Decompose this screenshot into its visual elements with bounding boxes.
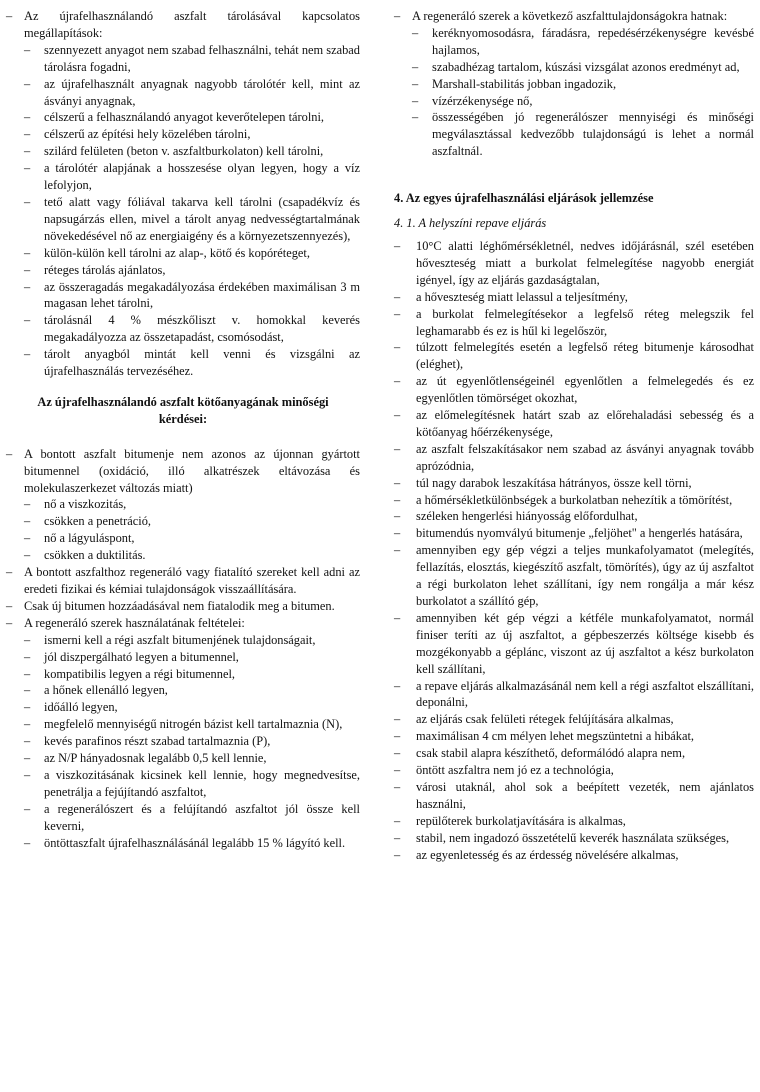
- list-item: – kompatibilis legyen a régi bitumennel,: [24, 666, 235, 681]
- list-item: – a hőveszteség miatt lelassul a teljesítmény,: [394, 289, 628, 304]
- list-item: – külön-külön kell tárolni az alap-, kötő és kopóréteget,: [24, 245, 310, 260]
- list-item: – az előmelegítésnek határt szab az előrehaladási sebesség és a kötőanyag hőérzékenysége,: [394, 408, 754, 439]
- list-item: – az aszfalt felszakításakor nem szabad az ásványi anyagnak tovább aprózódnia,: [394, 441, 754, 473]
- list-item: – amennyiben egy gép végzi a teljes munkafolyamatot (melegítés, fellazítás, elosztás, kiegészítő aszfalt, tömörítés), úgy az új aszfaltot a régi burkolaton lehet szállítani, így nem rongálja a már kész burkolatot a szállító gép,: [394, 543, 754, 608]
- list-item: – tárolt anyagból mintát kell venni és vizsgálni az újrafelhasználás tervezéséhez.: [24, 347, 360, 379]
- list-item: – öntött aszfaltra nem jó ez a technológia,: [394, 763, 614, 778]
- left-column: [6, 8, 360, 852]
- list-item: – összességében jó regenerálószer mennyiségi és minőségi megválasztással kedvezőbb tulajdonságú is lehet a normál aszfaltnál.: [412, 110, 754, 159]
- list-item: – nő a viszkozitás,: [24, 497, 127, 512]
- list-item: – A bontott aszfalt bitumenje nem azonos az újonnan gyártott bitumennel (oxidáció, illó alkatrészek eltávozása és molekulaszerkezet változás miatt): [6, 446, 360, 495]
- list-item: – a hőmérsékletkülönbségek a burkolatban nehezítik a tömörítést,: [394, 492, 733, 507]
- list-item: – szabadhézag tartalom, kúszási vizsgálat azonos eredményt ad,: [412, 59, 740, 74]
- list-item: – túlzott felmelegítés esetén a legfelső réteg bitumenje károsodhat (eléghet),: [394, 340, 754, 372]
- section-heading: Az újrafelhasználandó aszfalt kötőanyagának minőségi kérdései:: [37, 394, 329, 426]
- list-item: – keréknyomosodásra, fáradásra, repedésérzékenységre kevésbé hajlamos,: [412, 25, 754, 57]
- list-item: – a burkolat felmelegítésekor a legfelső réteg melegszik fel leghamarabb és ez is hűl ki legelőször,: [394, 306, 754, 338]
- list-item: – csökken a duktilitás.: [24, 548, 146, 563]
- list-item: – a tárolótér alapjának a hosszesése olyan legyen, hogy a víz lefolyjon,: [24, 161, 360, 193]
- list-item: – öntöttaszfalt újrafelhasználásánál legalább 15 % lágyító kell.: [24, 835, 346, 850]
- list-item: – széleken hengerlési hiányosság előfordulhat,: [394, 509, 638, 524]
- list-item: – Marshall-stabilitás jobban ingadozik,: [412, 76, 617, 91]
- list-item: – A regeneráló szerek használatának feltételei:: [6, 615, 245, 630]
- list-item: – tárolásnál 4 % mészkőliszt v. homokkal keverés megakadályozza az összetapadást, csomósodást,: [24, 313, 360, 345]
- list-item: – a regenerálószert és a felújítandó aszfaltot jól össze kell keverni,: [24, 801, 360, 833]
- list-item: – réteges tárolás ajánlatos,: [24, 262, 166, 277]
- list-item: – városi utaknál, ahol sok a beépített vezeték, nem ajánlatos használni,: [394, 779, 754, 811]
- subsection-title: 4. 1. A helyszíni repave eljárás: [394, 216, 547, 231]
- list-item: – nő a lágyuláspont,: [24, 531, 135, 546]
- list-item: – jól diszpergálható legyen a bitumennel,: [24, 649, 239, 664]
- list-item: – Csak új bitumen hozzáadásával nem fiatalodik meg a bitumen.: [6, 598, 335, 613]
- list-item: – kevés parafinos részt szabad tartalmaznia (P),: [24, 734, 271, 749]
- list-item: – a repave eljárás alkalmazásánál nem kell a régi aszfaltot elszállítani, deponálni,: [394, 678, 754, 710]
- list-item: – amennyiben két gép végzi a kétféle munkafolyamatot, normál finiser teríti az új aszfaltot, a gépbeszerzés költsége kisebb és mozgékonyabb a géplánc, viszont az új aszfaltot a kész burkolaton kell szállítani,: [394, 610, 754, 676]
- list-item: – célszerű a felhasználandó anyagot keverőtelepen tárolni,: [24, 110, 325, 125]
- list-item: – csökken a penetráció,: [24, 514, 151, 529]
- list-item: – stabil, nem ingadozó összetételű keverék használata szükséges,: [394, 830, 730, 845]
- list-item: – bitumendús nyomvályú bitumenje „feljöhet" a hengerlés hatására,: [394, 526, 743, 541]
- list-item: – a hőnek ellenálló legyen,: [24, 683, 168, 698]
- list-item: – túl nagy darabok leszakítása hátrányos, össze kell törni,: [394, 475, 692, 490]
- list-item: – megfelelő mennyiségű nitrogén bázist kell tartalmaznia (N),: [24, 717, 343, 732]
- list-item: – az út egyenlőtlenségeinél egyenlőtlen a felmelegedés és ez egyenlőtlen tömörséget okozhat,: [394, 374, 754, 406]
- list-item: – az egyenletesség és az érdesség növelésére alkalmas,: [394, 847, 679, 862]
- list-item: – repülőterek burkolatjavítására is alkalmas,: [394, 813, 626, 828]
- right-column: [394, 8, 754, 864]
- list-item: – tető alatt vagy fóliával takarva kell tárolni (csapadékvíz és napsugárzás ellen, mivel a tárolt anyag nedvességtartalmának növekedésével nő az energiaigény és a környezetszennyezés),: [24, 194, 360, 243]
- list-item: – maximálisan 4 cm mélyen lehet megszüntetni a hibákat,: [394, 729, 695, 744]
- list-item: – A regeneráló szerek a következő aszfalttulajdonságokra hatnak:: [394, 9, 728, 23]
- list-item: – az összeragadás megakadályozása érdekében maximálisan 3 m magasan lehet tárolni,: [24, 279, 360, 311]
- list-item: – ismerni kell a régi aszfalt bitumenjének tulajdonságait,: [24, 632, 316, 647]
- list-item: – az N/P hányadosnak legalább 0,5 kell lennie,: [24, 751, 267, 766]
- list-item: – időálló legyen,: [24, 700, 118, 715]
- list-item: – a viszkozitásának kicsinek kell lennie, hogy megnedvesítse, penetrálja a fejújítandó aszfaltot,: [24, 767, 360, 799]
- list-item: – 10°C alatti léghőmérsékletnél, nedves időjárásnál, szél esetében hőveszteség miatt a burkolat felmelegítése nagyobb energiát igényel, így az eljárás gazdaságtalan,: [394, 238, 754, 287]
- list-item: – az eljárás csak felületi rétegek felújítására alkalmas,: [394, 712, 674, 727]
- list-item: – A bontott aszfalthoz regeneráló vagy fiatalító szereket kell adni az eredeti fizikai és kémiai tulajdonságok visszaállítására.: [6, 565, 360, 596]
- list-item: – vízérzékenysége nő,: [412, 93, 533, 108]
- section-title: 4. Az egyes újrafelhasználási eljárások jellemzése: [394, 191, 654, 206]
- list-item: – szennyezett anyagot nem szabad felhasználni, tehát nem szabad tárolásra fogadni,: [24, 42, 360, 74]
- list-item: – célszerű az építési hely közelében tárolni,: [24, 127, 251, 142]
- storage-intro: – Az újrafelhasználandó aszfalt tárolásával kapcsolatos megállapítások:: [6, 9, 360, 40]
- list-item: – szilárd felületen (beton v. aszfaltburkolaton) kell tárolni,: [24, 144, 324, 159]
- list-item: – csak stabil alapra készíthető, deformálódó alapra nem,: [394, 746, 686, 761]
- list-item: – az újrafelhasznált anyagnak nagyobb tárolótér kell, mint az ásványi anyagnak,: [24, 76, 360, 108]
